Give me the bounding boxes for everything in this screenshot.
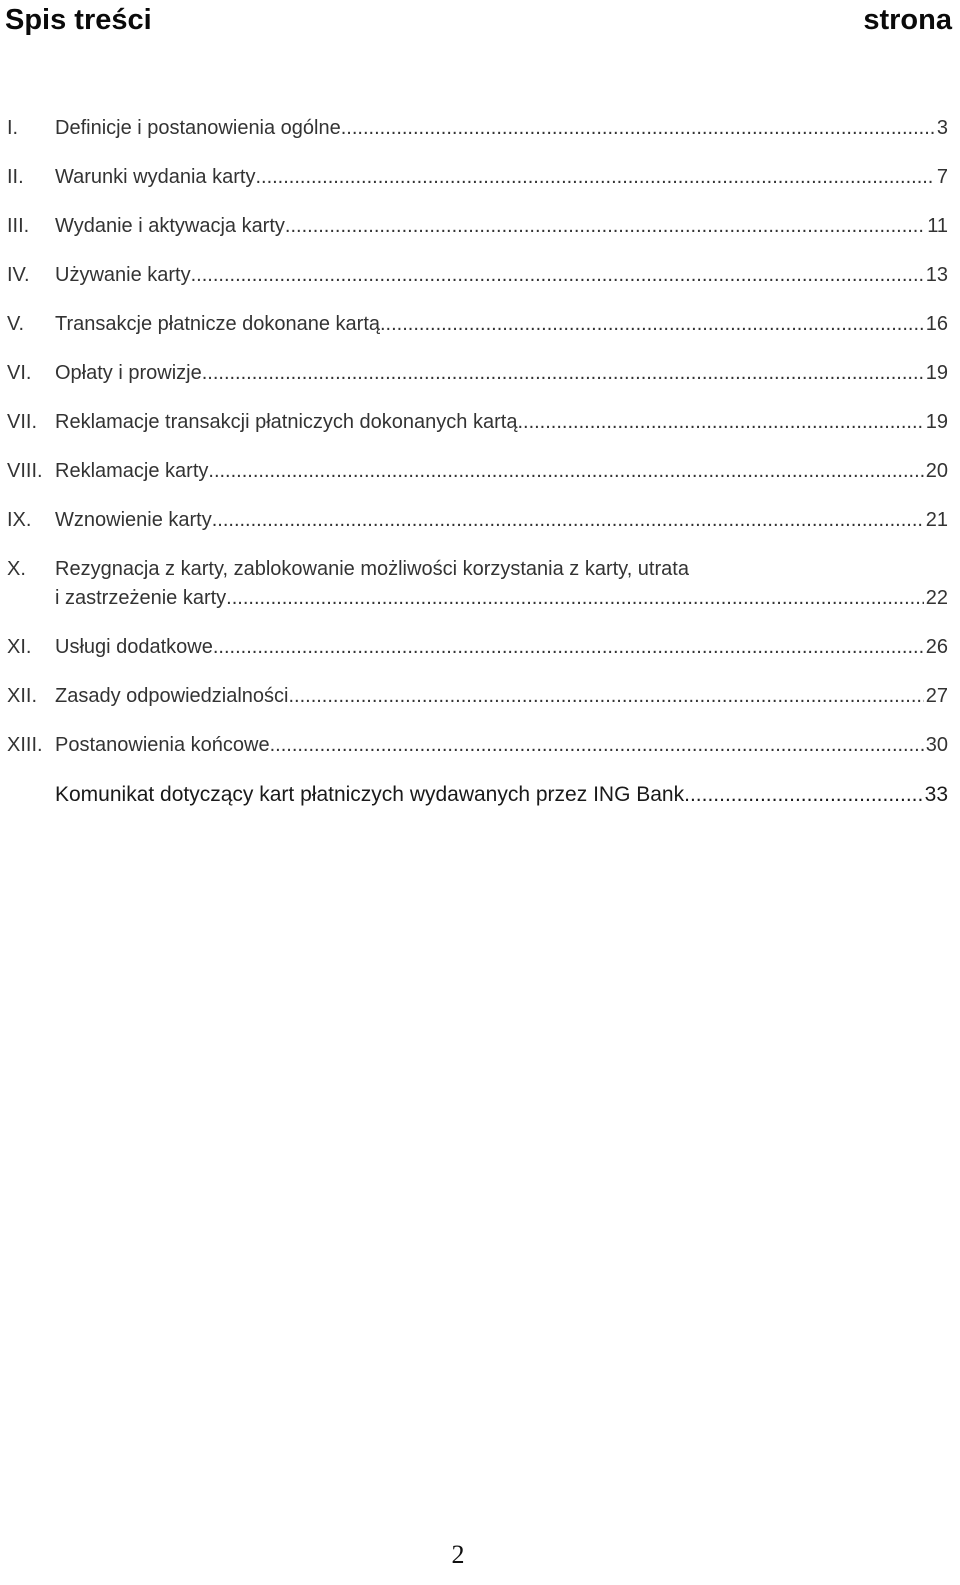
dot-leader <box>213 633 924 662</box>
toc-entry[interactable] <box>7 212 948 241</box>
toc-entry-title: Definicje i postanowienia ogólne <box>55 117 341 139</box>
table-of-contents <box>7 114 948 829</box>
toc-entry-title-line1: Rezygnacja z karty, zablokowanie możliwości korzystania z karty, utrata <box>55 558 689 580</box>
page-column-label: strona <box>863 3 952 36</box>
toc-entry[interactable] <box>7 633 948 662</box>
toc-entry-page: 3 <box>936 117 948 139</box>
toc-entry[interactable] <box>7 408 948 437</box>
dot-leader <box>226 584 924 613</box>
toc-entry[interactable] <box>7 261 948 290</box>
dot-leader <box>191 261 924 290</box>
toc-entry-number: I. <box>7 117 19 139</box>
toc-entry[interactable] <box>7 457 948 486</box>
toc-entry[interactable] <box>7 114 948 143</box>
dot-leader <box>212 506 924 535</box>
toc-entry-number: II. <box>7 166 24 188</box>
toc-entry-number: IV. <box>7 264 30 286</box>
toc-entry-title: Transakcje płatnicze dokonane kartą <box>55 313 380 335</box>
toc-entry-title: Zasady odpowiedzialności <box>55 685 289 707</box>
toc-entry-page: 33 <box>924 783 948 806</box>
toc-entry-page: 11 <box>927 215 948 237</box>
toc-entry-page: 7 <box>936 166 948 188</box>
dot-leader <box>684 780 923 809</box>
dot-leader <box>255 163 934 192</box>
toc-entry-page: 27 <box>925 685 948 707</box>
dot-leader <box>285 212 925 241</box>
dot-leader <box>380 310 924 339</box>
toc-entry-number: VIII. <box>7 460 43 482</box>
toc-entry-page: 19 <box>925 362 948 384</box>
toc-entry[interactable] <box>7 359 948 388</box>
toc-entry-number: XIII. <box>7 734 43 756</box>
toc-entry-page: 26 <box>925 636 948 658</box>
toc-entry-page: 21 <box>925 509 948 531</box>
dot-leader <box>517 408 923 437</box>
toc-entry-number: XII. <box>7 685 38 707</box>
toc-entry-title: Komunikat dotyczący kart płatniczych wydawanych przez ING Bank <box>55 783 685 806</box>
toc-entry[interactable] <box>7 310 948 339</box>
toc-entry-title: Postanowienia końcowe <box>55 734 270 756</box>
dot-leader <box>288 682 923 711</box>
toc-entry-page: 16 <box>925 313 948 335</box>
toc-entry-title: Reklamacje transakcji płatniczych dokonanych kartą <box>55 411 518 433</box>
toc-entry-title: Warunki wydania karty <box>55 166 256 188</box>
toc-entry-appendix[interactable] <box>7 780 948 809</box>
toc-entry-title: Reklamacje karty <box>55 460 209 482</box>
toc-entry-title: Wznowienie karty <box>55 509 212 531</box>
toc-entry[interactable] <box>7 555 948 613</box>
dot-leader <box>208 457 923 486</box>
page-number: 2 <box>451 1540 465 1569</box>
toc-entry[interactable] <box>7 682 948 711</box>
toc-entry-page: 13 <box>925 264 948 286</box>
toc-entry-page: 20 <box>925 460 948 482</box>
toc-entry[interactable] <box>7 506 948 535</box>
toc-entry-page: 19 <box>925 411 948 433</box>
toc-entry-title: Opłaty i prowizje <box>55 362 202 384</box>
toc-entry-page: 22 <box>925 587 948 609</box>
dot-leader <box>270 731 924 760</box>
toc-entry-number: VII. <box>7 411 38 433</box>
dot-leader <box>202 359 924 388</box>
toc-entry[interactable] <box>7 163 948 192</box>
toc-entry-number: V. <box>7 313 25 335</box>
toc-header <box>5 0 952 40</box>
toc-entry-title: Wydanie i aktywacja karty <box>55 215 285 237</box>
toc-entry-number: VI. <box>7 362 32 384</box>
toc-entry-title: Używanie karty <box>55 264 191 286</box>
toc-entry-number: XI. <box>7 636 32 658</box>
toc-entry-number: IX. <box>7 509 32 531</box>
toc-entry-number: III. <box>7 215 30 237</box>
toc-entry-page: 30 <box>925 734 948 756</box>
toc-entry-title: i zastrzeżenie karty <box>55 587 227 609</box>
toc-entry[interactable] <box>7 731 948 760</box>
toc-entry-number: X. <box>7 558 26 580</box>
toc-title: Spis treści <box>5 3 152 36</box>
dot-leader <box>341 114 935 143</box>
toc-entry-title: Usługi dodatkowe <box>55 636 213 658</box>
